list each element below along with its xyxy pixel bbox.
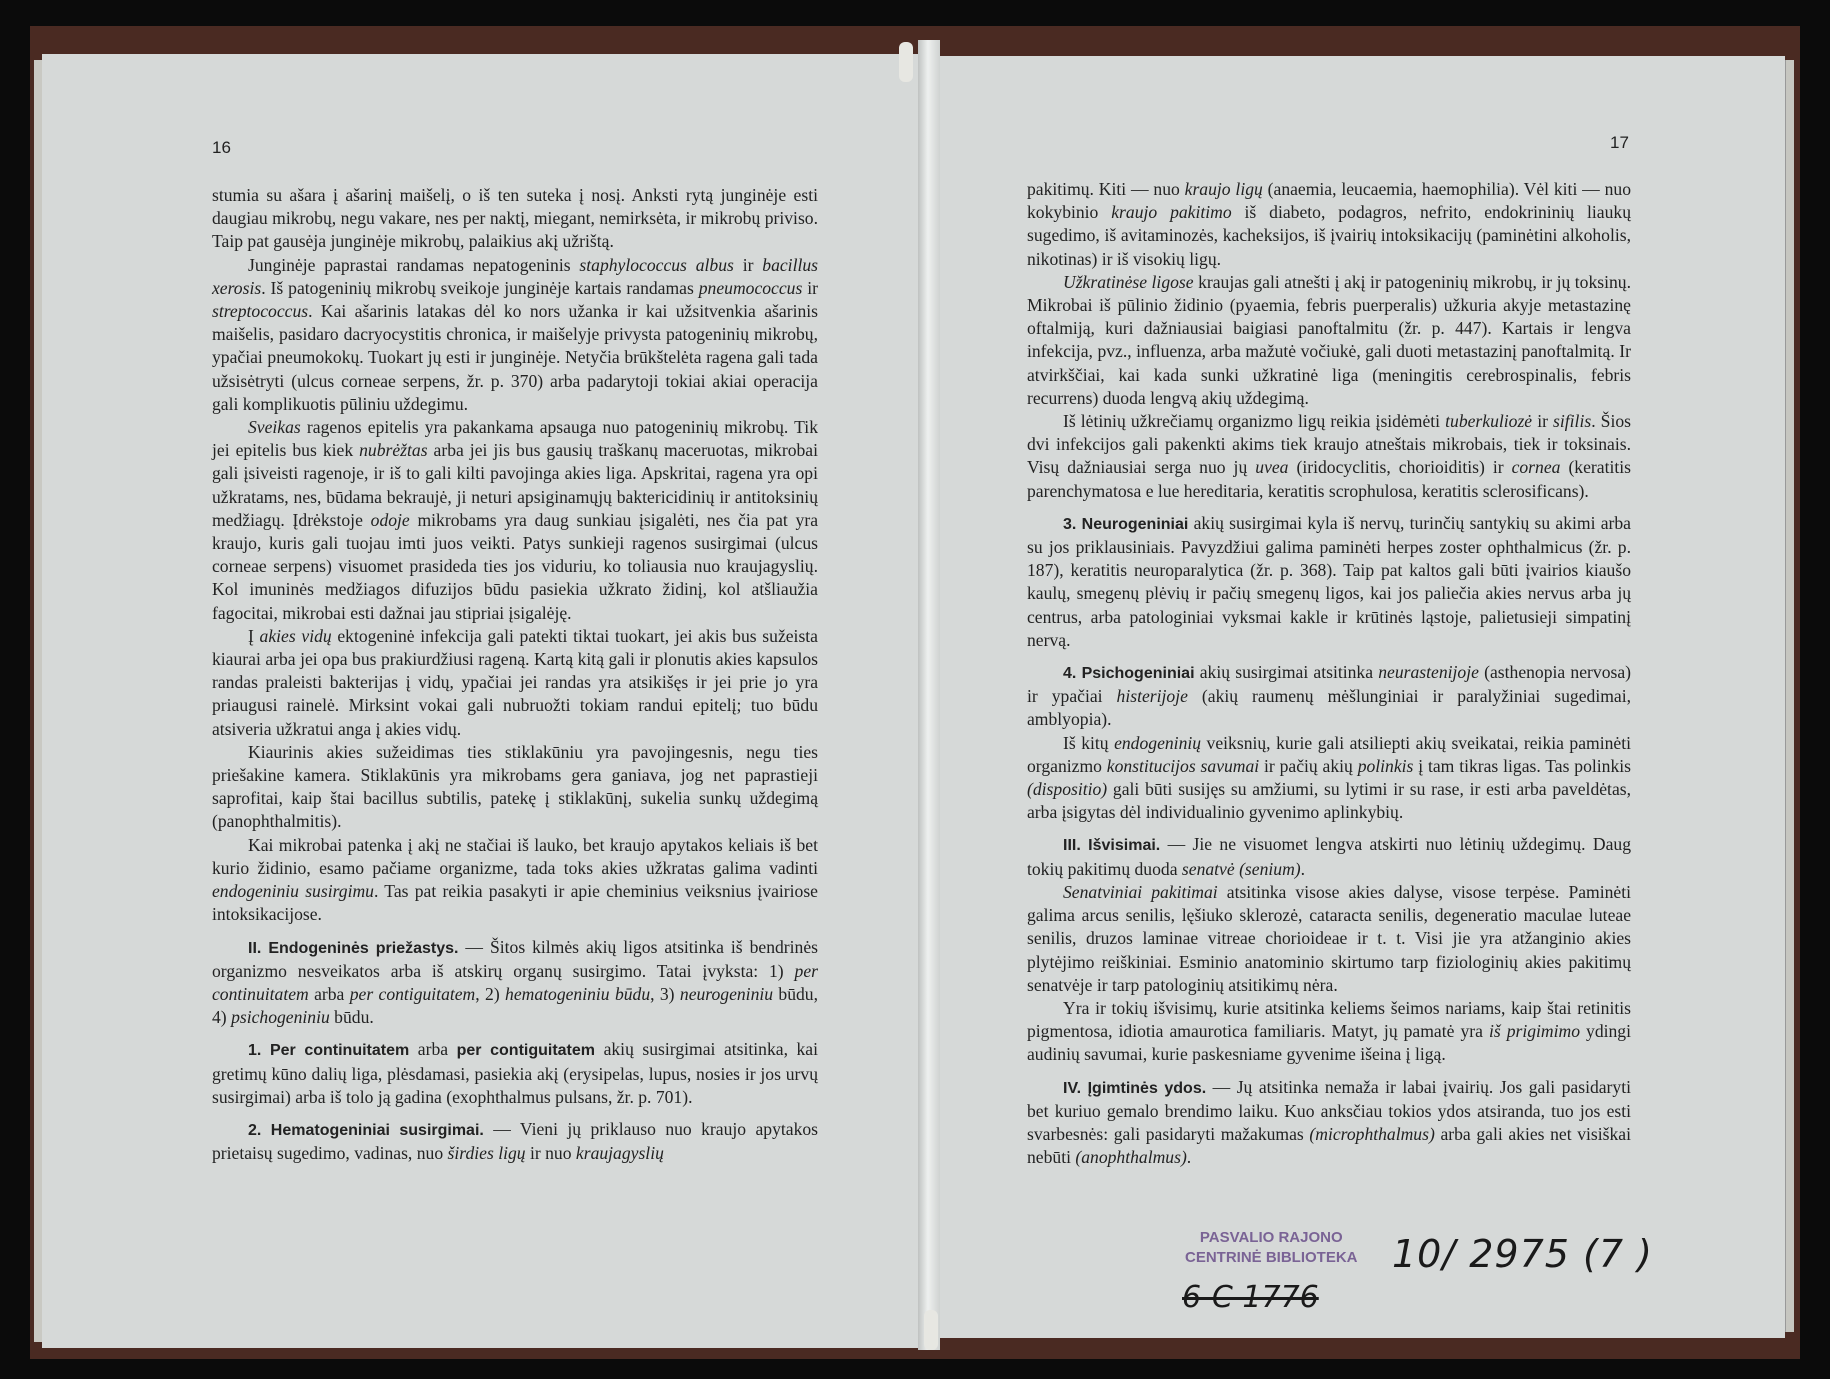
right_page-paragraph: 3. Neurogeniniai akių susirgimai kyla iš nervų, turinčių santykių su akimi arba su jos priklausiniais. Pavyzdžiui galima paminėti herpes zoster ophthalmicus (žr. p. 187), keratitis neuroparalytica (žr. p. 368). Taip pat kaltos gali būti įvairios kiaušo kaulų, smegenų plėvių ir pačių smegenų ligos, kai jos paliečia akies nervus arba jų centrus, arba patologiniai vyksmai kakle ir krūtinės ląstoje, palietusieji simpatinį nervą. bbox=[1027, 512, 1631, 650]
left_page-paragraph: Junginėje paprastai randamas nepatogeninis staphylococcus albus ir bacillus xerosis. Iš patogeninių mikrobų sveikoje junginėje kartais randamas pneumococcus ir streptococcus. Kai ašarinis latakas dėl ko nors užanka ir kai užsitvenkia ašarinis maišelis, pasidaro dacryocystitis chronica, ir maišelyje privysta patogeninių mikrobų, ypačiai pneumokokų. Tuokart jų esti ir junginėje. Netyčia brūkštelėta ragena gali tada užsisėtryti (ulcus corneae serpens, žr. p. 370) arba padarytoji tokiai akiai operacija gali komplikuotis pūliniu uždegimu. bbox=[212, 254, 818, 414]
left_page-paragraph: Kai mikrobai patenka į akį ne stačiai iš lauko, bet kraujo apytakos keliais iš bet kurio židinio, esamo pačiame organizme, tada toks akies užkratas galima vadinti endogeniniu susirgimu. Tas pat reikia pasakyti ir apie cheminius veiksnius įvairiose intoksikacijose. bbox=[212, 834, 818, 925]
left_page-paragraph: II. Endogeninės priežastys. — Šitos kilmės akių ligos atsitinka iš bendrinės organizmo nesveikatos arba iš atskirų organų susirgimo. Tatai įvyksta: 1) per continuitatem arba per contiguitatem, 2) hematogeniniu būdu, 3) neurogeniniu būdu, 4) psichogeniniu būdu. bbox=[212, 936, 818, 1028]
right_page-paragraph: Užkratinėse ligose kraujas gali atnešti į akį ir patogeninių mikrobų, ir jų toksinų. Mikrobai iš pūlinio židinio (pyaemia, febris puerperalis) užkuria akyje metastazinę oftalmiją, kuri dažniausiai baigiasi panoftalmitu (žr. p. 447). Kartais ir lengva infekcija, pvz., influenza, arba mažutė vočiukė, gali duoti metastazinį panoftalmitą. Ir atvirkščiai, kai kada sunki užkratinė liga (meningitis cerebrospinalis, febris recurrens) duoda lengvą akių uždegimą. bbox=[1027, 271, 1631, 408]
right_page-paragraph: 4. Psichogeniniai akių susirgimai atsitinka neurastenijoje (asthenopia nervosa) ir ypačiai histerijoje (akių raumenų mėšlunginiai ir paralyžiniai sugedimai, amblyopia). bbox=[1027, 662, 1632, 730]
left_page-paragraph: Į akies vidų ektogeninė infekcija gali patekti tiktai tuokart, jei akis bus sužeista kiaurai arba jei opa bus prakiurdžiusi rageną. Kartą kitą gali ir plonutis akies kapsulos randas praleisti bakterijas į vidų, ypačiai jei randas yra atsikišęs ir jei prie jo yra priaugusi rainelė. Mirksint vokai gali nubruožti tokiam randui epitelį; tuo būdu atsiveria užkratui anga į akies vidų. bbox=[212, 625, 818, 739]
right_page-paragraph: Iš lėtinių užkrečiamų organizmo ligų reikia įsidėmėti tuberkuliozė ir sifilis. Šios dvi infekcijos gali pakenkti akims tiek kraujo atneštais mikrobais, tiek ir toksinais. Visų dažniausiai serga nuo jų uvea (iridocyclitis, chorioiditis) ir cornea (keratitis parenchymatosa e lue hereditaria, keratitis scrophulosa, keratitis sclerosificans). bbox=[1027, 411, 1631, 501]
page-number-right: 17 bbox=[1610, 133, 1629, 152]
left_page-paragraph: Kiaurinis akies sužeidimas ties stiklakūniu yra pavojingesnis, negu ties priešakine kamera. Stiklakūnis yra mikrobams gera ganiava, jog net paprastieji saprofitai, kaip štai bacillus subtilis, patekę į stiklakūnį, sukelia sunkų uždegimą (panophthalmitis). bbox=[212, 741, 818, 832]
right_page-paragraph: III. Išvisimai. — Jie ne visuomet lengva atskirti nuo lėtinių uždegimų. Daug tokių pakitimų duoda senatvė (senium). bbox=[1027, 834, 1631, 879]
handwritten-inventory-number: 10/ 2975 (7 ) bbox=[1392, 1232, 1653, 1276]
left_page-paragraph: stumia su ašara į ašarinį maišelį, o iš ten suteka į nosį. Anksti rytą junginėje esti daugiau mikrobų, negu vakare, nes per naktį, miegant, nemirksėta, ir mikrobų priviso. Taip pat gausėja junginėje mikrobų, palaikius akį užrištą. bbox=[212, 185, 818, 252]
stamp-line-2: CENTRINĖ BIBLIOTEKA bbox=[1185, 1249, 1358, 1266]
binding-thread bbox=[924, 1310, 938, 1350]
left-page-text bbox=[212, 184, 818, 1165]
right-page-text bbox=[1027, 178, 1631, 1169]
right_page-paragraph: Yra ir tokių išvisimų, kurie atsitinka keliems šeimos nariams, kaip štai retinitis pigmentosa, idiotia amaurotica familiaris. Matyt, jų pamatė yra iš prigimimo ydingi audinių savumai, kurie paskesniame gyvenime išeina į ligą. bbox=[1027, 997, 1631, 1065]
stamp-line-1: PASVALIO RAJONO bbox=[1199, 1229, 1343, 1246]
library-stamp bbox=[1185, 1228, 1358, 1268]
book-gutter bbox=[918, 40, 940, 1350]
left_page-paragraph: Sveikas ragenos epitelis yra pakankama apsauga nuo patogeninių mikrobų. Tik jei epitelis bus kiek nubrėžtas arba jei jis bus gausių traškanų maceruotas, mikrobai gali įsiveisti ragenoje, ir iš to gali kilti pavojinga akies liga. Apskritai, ragena yra opi užkratams, nes, būdama bekraujė, ji neturi apsiginamųjų baktericidinių ir antitoksinių medžiagų. Įdrėkstoje odoje mikrobams yra daug sunkiau įsigalėti, nes čia pat yra kraujo, kuris gali tuojau imti juos veikti. Patys sunkieji ragenos susirgimai (ulcus corneae serpens) visuomet prasideda ties jos viduriu, ko toliausia nuo kraujagyslių. Kol imuninės medžiagos difuzijos būdu pasiekia užkrato židinį, kol atšliaužia fagocitai, mikrobai esti dažnai jau stipriai įsigalėję. bbox=[212, 417, 819, 623]
left_page-paragraph: 2. Hematogeniniai susirgimai. — Vieni jų priklauso nuo kraujo apytakos prietaisų sugedimo, vadinas, nuo širdies ligų ir nuo kraujagyslių bbox=[212, 1118, 819, 1164]
right_page-paragraph: Senatviniai pakitimai atsitinka visose akies dalyse, visose terpėse. Paminėti galima arcus senilis, lęšiuko sklerozė, cataracta senilis, degeneratio maculae luteae senilis, druzos laminae vitreae chorioideae ir t. t. Visi jie yra atžanginio akies plytėjimo reiškiniai. Esminio anatominio skirtumo tarp fiziologinių akies pakitimų senatvėje ir tarp patologinių atsitikimų nėra. bbox=[1027, 881, 1631, 995]
handwritten-code: 6-C 1776 bbox=[1182, 1280, 1319, 1315]
page-edges-right bbox=[1785, 60, 1794, 1332]
binding-thread bbox=[899, 42, 913, 82]
right_page-paragraph: Iš kitų endogeninių veiksnių, kurie gali atsiliepti akių sveikatai, reikia paminėti organizmo konstitucijos savumai ir pačių akių polinkis į tam tikras ligas. Tas polinkis (dispositio) gali būti susijęs su amžiumi, su lytimi ir su rase, ir esti arba paveldėtas, arba įsigytas dėl individualinio gyvenimo aplinkybių. bbox=[1027, 732, 1631, 823]
right_page-paragraph: pakitimų. Kiti — nuo kraujo ligų (anaemia, leucaemia, haemophilia). Vėl kiti — nuo kokybinio kraujo pakitimo iš diabeto, podagros, nefrito, endokrininių liaukų sugedimo, iš avitaminozės, kacheksijos, iš įvairių intoksikacijų (paminėtini alkoholis, nikotinas) ir iš visokių ligų. bbox=[1027, 179, 1631, 269]
left_page-paragraph: 1. Per continuitatem arba per contiguitatem akių susirgimai atsitinka, kai gretimų kūno dalių liga, plėsdamasi, pasiekia akį (erysipelas, lupus, nosies ir jos urvų susirgimai) arba iš tolo ją gadina (exophthalmus pulsans, žr. p. 701). bbox=[212, 1039, 819, 1107]
right_page-paragraph: IV. Įgimtinės ydos. — Jų atsitinka nemaža ir labai įvairių. Jos gali pasidaryti bet kuriuo gemalo brendimo laiku. Kuo anksčiau tokios ydos atsiranda, tuo jos esti svarbesnės: gali pasidaryti mažakumas (microphthalmus) arba gali akies net visiškai nebūti (anophthalmus). bbox=[1027, 1076, 1631, 1168]
page-number-left: 16 bbox=[212, 138, 231, 157]
